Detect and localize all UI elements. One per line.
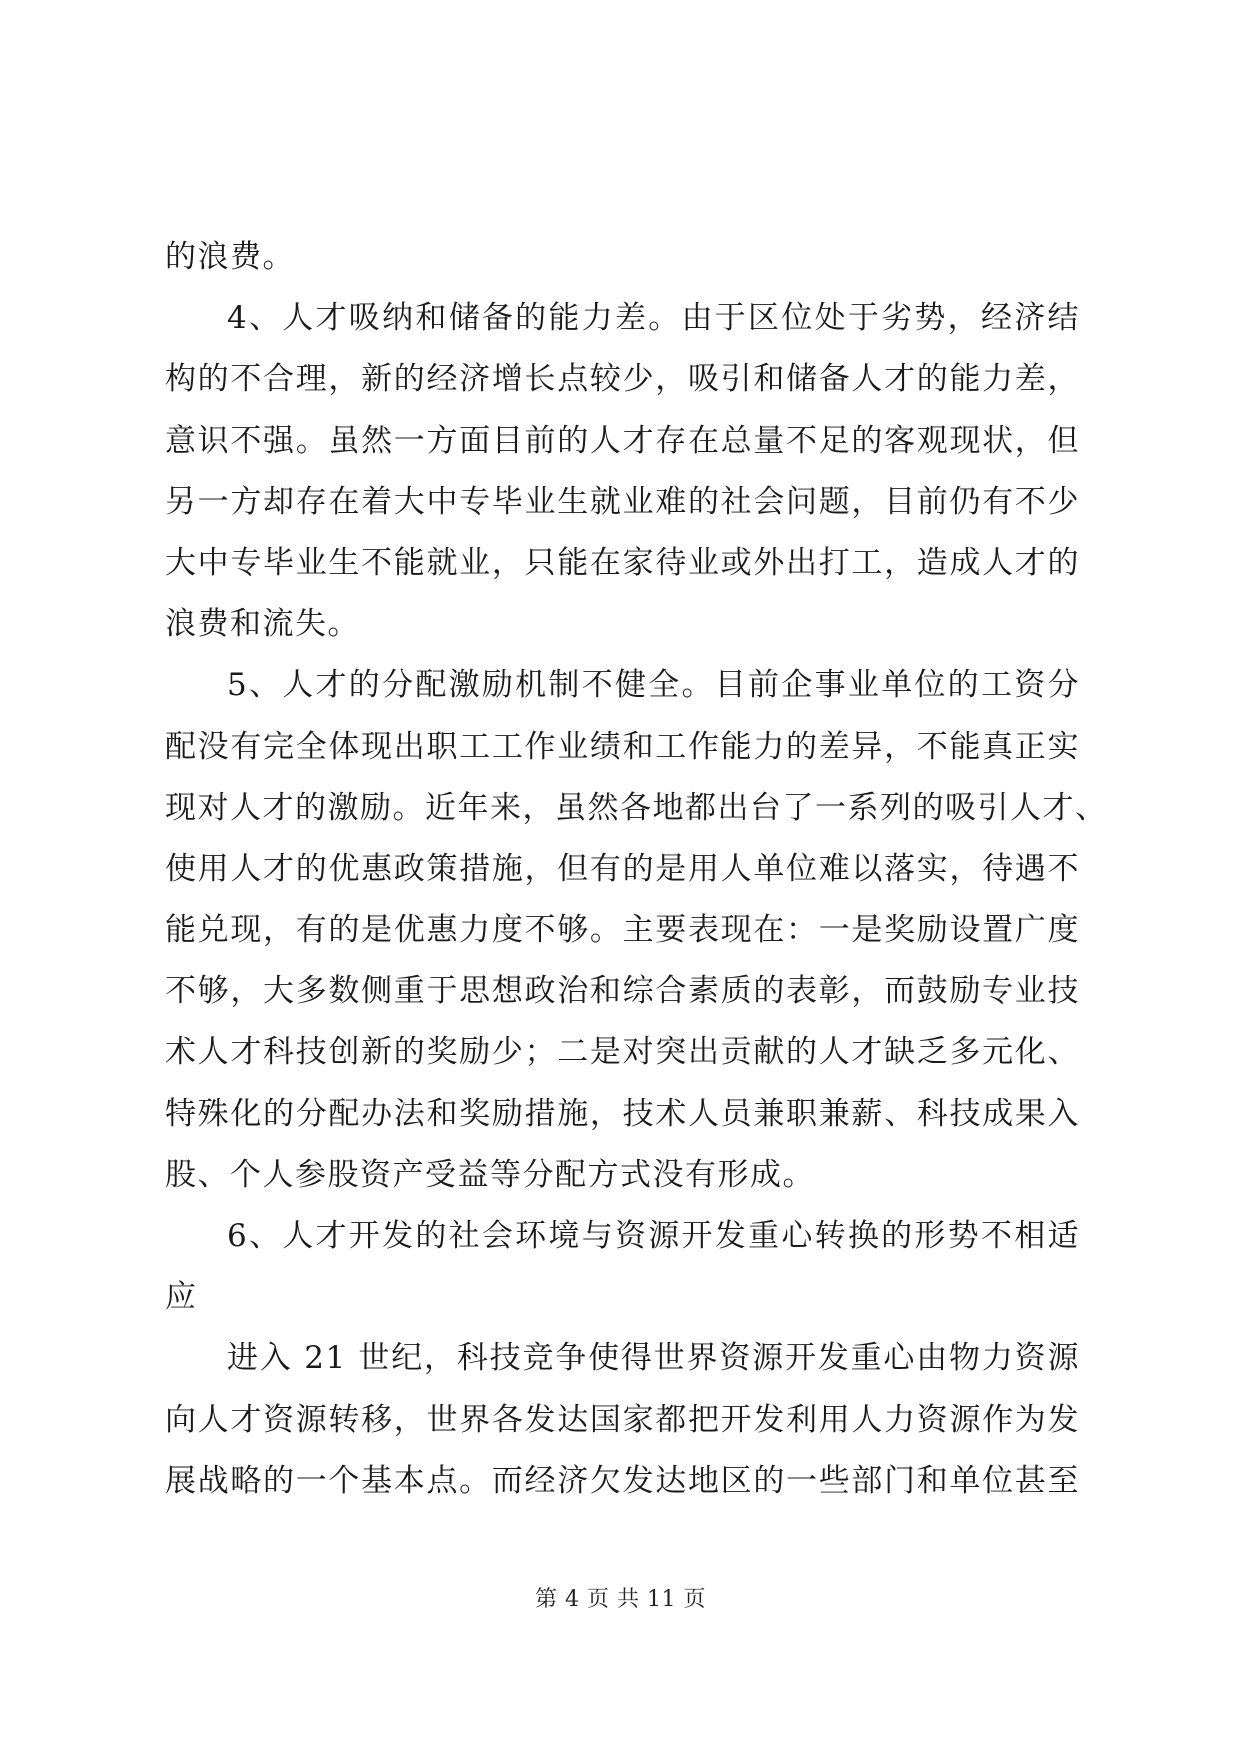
text-line: 现对人才的激励。近年来，虽然各地都出台了一系列的吸引人才、 bbox=[165, 789, 1108, 826]
text-line: 不够，大多数侧重于思想政治和综合素质的表彰，而鼓励专业技 bbox=[165, 973, 1080, 1010]
text-line: 进入 21 世纪，科技竞争使得世界资源开发重心由物力资源 bbox=[227, 1340, 1080, 1377]
text-line: 另一方却存在着大中专毕业生就业难的社会问题，目前仍有不少 bbox=[165, 483, 1080, 520]
text-line: 向人才资源转移，世界各发达国家都把开发利用人力资源作为发 bbox=[165, 1401, 1080, 1438]
text-line: 展战略的一个基本点。而经济欠发达地区的一些部门和单位甚至 bbox=[165, 1462, 1080, 1499]
text-line: 股、个人参股资产受益等分配方式没有形成。 bbox=[165, 1156, 815, 1193]
text-line: 大中专毕业生不能就业，只能在家待业或外出打工，造成人才的 bbox=[165, 544, 1080, 581]
text-line: 配没有完全体现出职工工作业绩和工作能力的差异，不能真正实 bbox=[165, 728, 1080, 765]
text-line: 意识不强。虽然一方面目前的人才存在总量不足的客观现状，但 bbox=[165, 422, 1080, 459]
text-line: 的浪费。 bbox=[165, 239, 295, 275]
text-line: 使用人才的优惠政策措施，但有的是用人单位难以落实，待遇不 bbox=[165, 850, 1080, 887]
text-line: 应 bbox=[165, 1279, 198, 1316]
text-line: 浪费和流失。 bbox=[165, 606, 360, 643]
text-line: 5、人才的分配激励机制不健全。目前企事业单位的工资分 bbox=[227, 667, 1080, 704]
page-footer: 第 4 页 共 11 页 bbox=[535, 1587, 706, 1612]
text-line: 4、人才吸纳和储备的能力差。由于区位处于劣势，经济结 bbox=[227, 300, 1080, 337]
text-line: 特殊化的分配办法和奖励措施，技术人员兼职兼薪、科技成果入 bbox=[165, 1095, 1080, 1132]
text-line: 术人才科技创新的奖励少；二是对突出贡献的人才缺乏多元化、 bbox=[165, 1034, 1080, 1071]
text-line: 构的不合理，新的经济增长点较少，吸引和储备人才的能力差， bbox=[165, 361, 1080, 398]
body-text bbox=[165, 227, 1108, 1512]
text-line: 能兑现，有的是优惠力度不够。主要表现在：一是奖励设置广度 bbox=[165, 912, 1080, 949]
text-line: 6、人才开发的社会环境与资源开发重心转换的形势不相适 bbox=[227, 1218, 1080, 1254]
